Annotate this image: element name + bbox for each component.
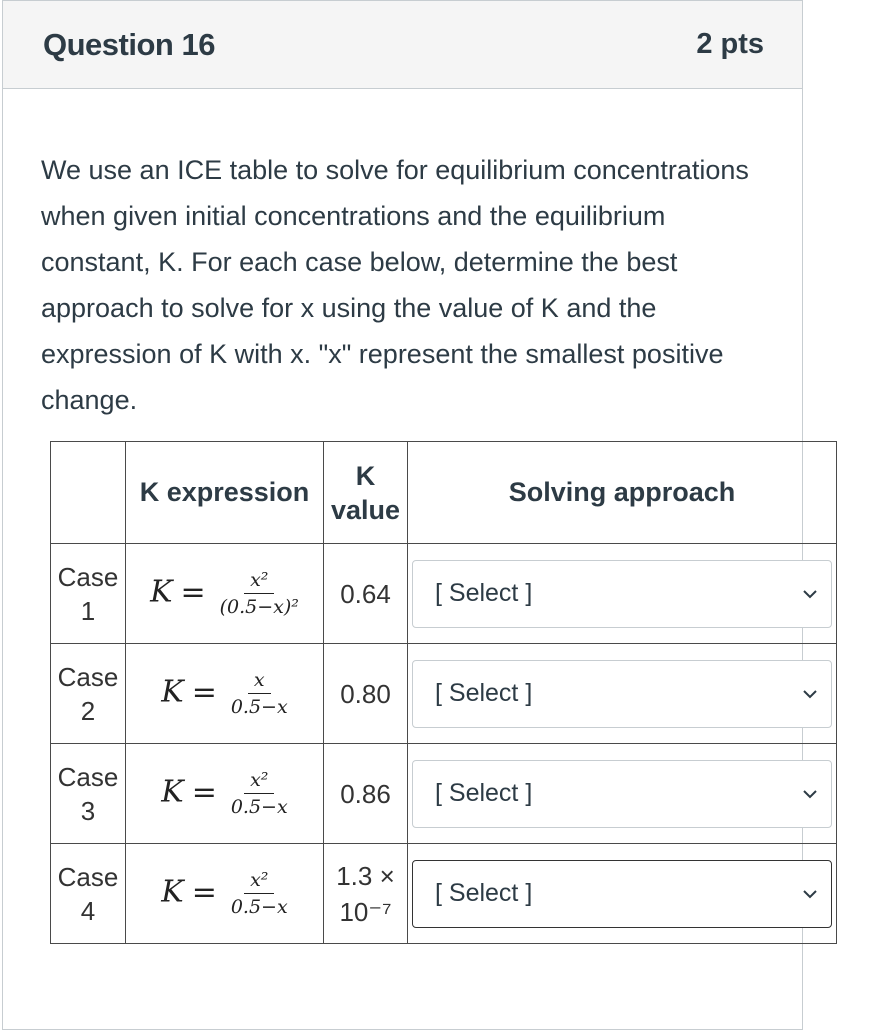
- numerator: x²: [244, 769, 274, 794]
- case-label: Case 3: [51, 744, 126, 844]
- table-row: [51, 544, 837, 644]
- chevron-down-icon: [801, 685, 819, 703]
- denominator: (0.5−x)²: [219, 596, 299, 618]
- equals-sign: =: [191, 774, 217, 810]
- header-k-expression: K expression: [126, 442, 324, 544]
- approach-cell: [408, 744, 837, 844]
- denominator: 0.5−x: [230, 796, 288, 818]
- case-label: Case 4: [51, 844, 126, 944]
- fraction: [220, 569, 299, 618]
- approach-select-case-2[interactable]: [412, 660, 832, 728]
- equals-sign: =: [191, 674, 217, 710]
- fraction: [231, 669, 288, 718]
- header-case: [51, 442, 126, 544]
- table-row: [51, 744, 837, 844]
- table-row: [51, 644, 837, 744]
- k-value: 0.80: [324, 644, 408, 744]
- numerator: x²: [244, 869, 274, 894]
- table-header-row: [51, 442, 837, 544]
- case-label: Case 2: [51, 644, 126, 744]
- k-symbol: K: [150, 574, 173, 610]
- chevron-down-icon: [801, 585, 819, 603]
- question-title: Question 16: [43, 26, 215, 62]
- denominator: 0.5−x: [230, 896, 288, 918]
- k-expression: [126, 644, 324, 744]
- approach-cell: [408, 844, 837, 944]
- chevron-down-icon: [801, 885, 819, 903]
- select-placeholder: [ Select ]: [435, 679, 533, 707]
- numerator: x: [248, 669, 271, 694]
- select-placeholder: [ Select ]: [435, 779, 533, 807]
- denominator: 0.5−x: [230, 696, 288, 718]
- equals-sign: =: [180, 574, 206, 610]
- cases-table: [50, 441, 837, 944]
- select-placeholder: [ Select ]: [435, 579, 533, 607]
- k-symbol: K: [161, 674, 184, 710]
- question-prompt: We use an ICE table to solve for equilibrium concentrations when given initial concentrations and the equilibrium constant, K. For each case below, determine the best approach to solve for x using the value of K and the expression of K with x. "x" represent the smallest positive change.: [41, 155, 749, 415]
- k-symbol: K: [161, 874, 184, 910]
- k-expression: [126, 844, 324, 944]
- k-symbol: K: [161, 774, 184, 810]
- approach-select-case-1[interactable]: [412, 560, 832, 628]
- k-value: 1.3 × 10⁻⁷: [324, 844, 408, 944]
- k-expression: [126, 744, 324, 844]
- header-k-value: K value: [324, 442, 408, 544]
- fraction: [231, 869, 288, 918]
- question-header: [3, 1, 802, 89]
- approach-select-case-4[interactable]: [412, 860, 832, 928]
- k-expression: [126, 544, 324, 644]
- approach-select-case-3[interactable]: [412, 760, 832, 828]
- equals-sign: =: [191, 874, 217, 910]
- numerator: x²: [244, 569, 274, 594]
- approach-cell: [408, 544, 837, 644]
- k-value: 0.64: [324, 544, 408, 644]
- chevron-down-icon: [801, 785, 819, 803]
- case-label: Case 1: [51, 544, 126, 644]
- fraction: [231, 769, 288, 818]
- question-points: 2 pts: [696, 28, 764, 60]
- approach-cell: [408, 644, 837, 744]
- select-placeholder: [ Select ]: [435, 879, 533, 907]
- k-value: 0.86: [324, 744, 408, 844]
- header-solving-approach: Solving approach: [408, 442, 837, 544]
- table-row: [51, 844, 837, 944]
